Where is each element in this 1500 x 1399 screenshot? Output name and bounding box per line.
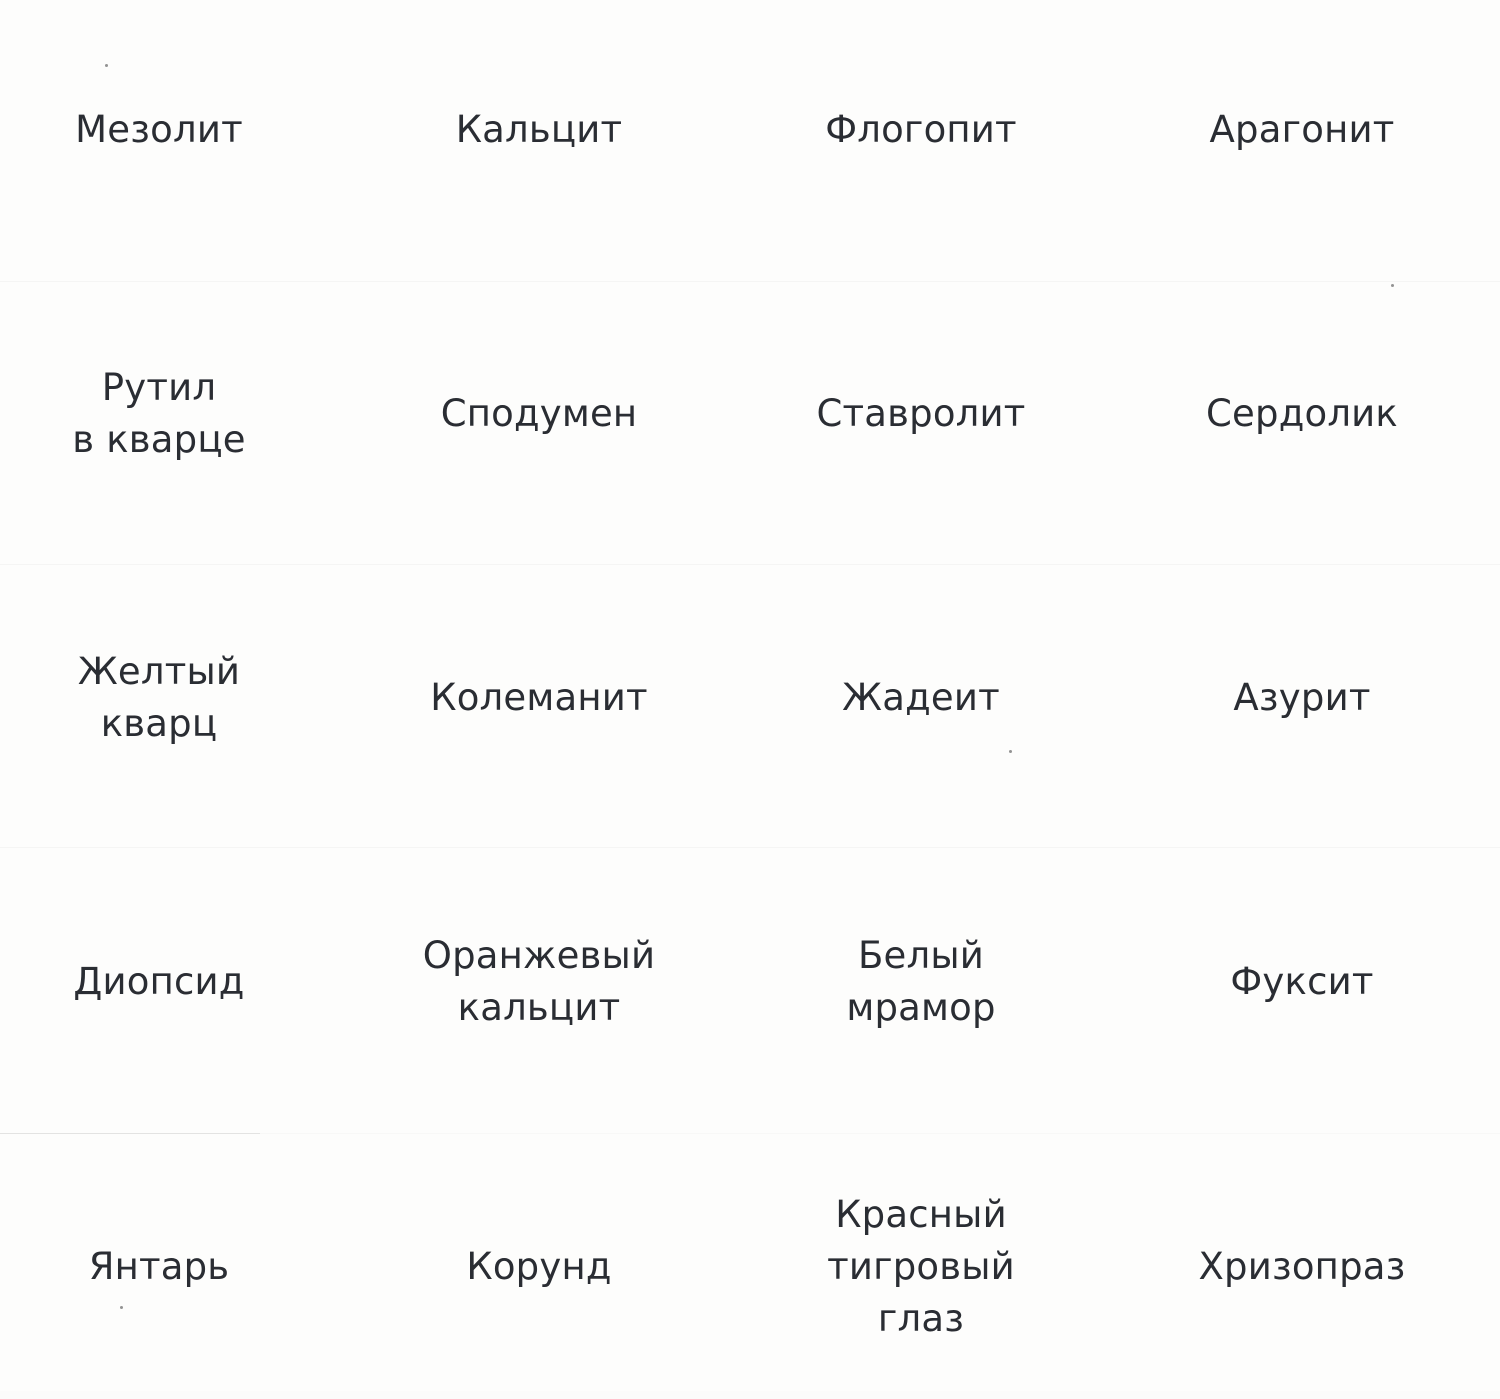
card-cell [0,566,318,830]
card-cell [762,282,1080,546]
card-row [0,850,1500,1114]
card-cell [1143,566,1461,830]
card-label: Арагонит [1209,108,1395,151]
card-label: Сподумен [440,392,638,435]
card-row [0,282,1500,546]
card-label: Жадеит [842,676,1000,719]
card-label: Кальцит [455,108,623,151]
card-label: Рутил в кварце [72,366,246,461]
card-cell [1143,0,1461,260]
card-label: Диопсид [73,960,245,1003]
card-row [0,566,1500,830]
card-cell [0,0,318,260]
card-label: Мезолит [75,108,243,151]
card-label: Белый мрамор [846,934,996,1029]
card-row [0,1135,1500,1399]
card-label: Красный тигровый глаз [827,1193,1015,1340]
card-cell [0,282,318,546]
card-cell [762,566,1080,830]
card-label: Янтарь [88,1245,230,1288]
card-label: Оранжевый кальцит [422,934,656,1029]
card-cell [380,850,698,1114]
card-label: Колеманит [430,676,648,719]
card-label: Фуксит [1230,960,1374,1003]
card-label: Ставролит [816,392,1026,435]
card-label: Сердолик [1206,392,1398,435]
card-label: Флогопит [825,108,1017,151]
card-label: Азурит [1233,676,1371,719]
card-cell [380,0,698,260]
card-cell [762,1135,1080,1399]
card-cell [0,1135,318,1399]
card-label: Хризопраз [1198,1245,1406,1288]
card-row [0,0,1500,260]
card-cell [0,850,318,1114]
card-cell [380,1135,698,1399]
card-cell [1143,850,1461,1114]
card-label: Корунд [466,1245,612,1288]
card-cell [762,850,1080,1114]
card-label: Желтый кварц [77,650,241,745]
card-cell [762,0,1080,260]
card-cell [380,566,698,830]
card-cell [1143,282,1461,546]
card-cell [1143,1135,1461,1399]
card-cell [380,282,698,546]
